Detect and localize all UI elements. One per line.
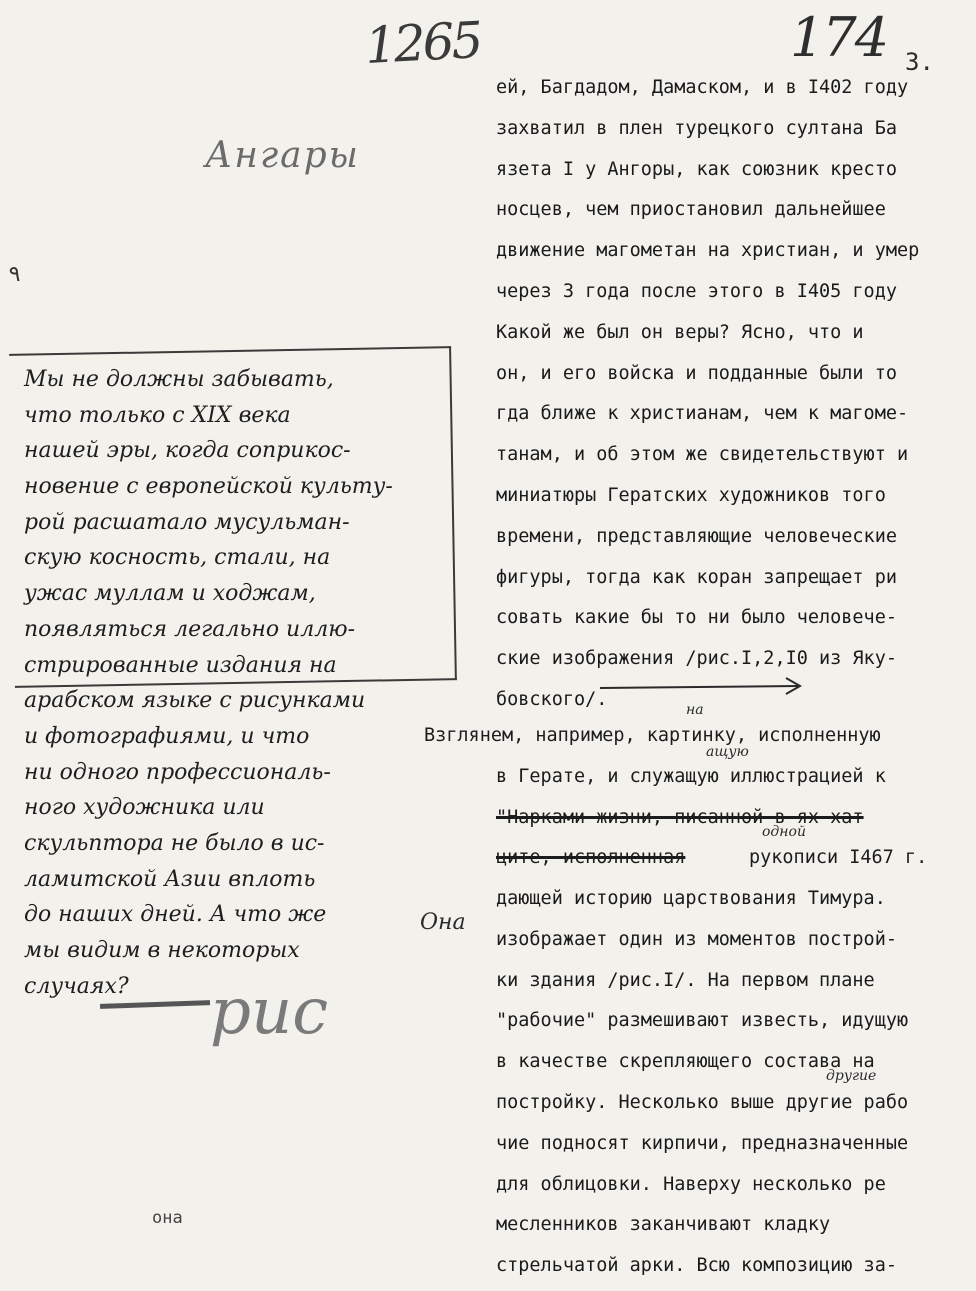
note-line: новение с европейской культу- [24, 474, 393, 500]
note-line: что только с XIX века [24, 402, 291, 428]
typed-line: чие подносят кирпичи, предназначенные [496, 1132, 909, 1154]
typed-line: фигуры, тогда как коран запрещает ри [496, 566, 897, 588]
typed-line: ей, Багдадом, Дамаском, и в I402 году [496, 77, 909, 98]
typed-line: изображает один из моментов построй- [496, 928, 897, 950]
note-line: ужас муллам и ходжам, [24, 581, 316, 607]
note-line: ни одного профессиональ- [24, 759, 331, 785]
handwritten-heading: Ангары [205, 135, 360, 176]
typed-line: в Герате, и служащую иллюстрацией к [496, 765, 886, 787]
page-number: 3. [905, 48, 934, 76]
typed-line: движение магометан на христиан, и умер [496, 240, 920, 262]
typed-text-column-lower [496, 879, 976, 1287]
faded-line [8, 275, 478, 318]
archive-number-left: 1265 [363, 11, 482, 75]
typed-paragraph-2 [424, 716, 976, 879]
typed-line: Какой же был он веры? Ясно, что и [496, 321, 864, 343]
note-line: ламитской Азии вплоть [24, 866, 316, 892]
insertion-drugie: другие [826, 1068, 877, 1084]
typed-line: "рабочие" размешивают известь, идущую [496, 1010, 909, 1032]
faded-word-ona: она [152, 1208, 183, 1228]
archive-number-right: 174 [790, 6, 888, 69]
typed-line: рукописи I467 г. [749, 847, 928, 869]
typed-line: гда ближе к христианам, чем к магоме- [496, 403, 909, 425]
typed-line: язета I у Ангоры, как союзник кресто [496, 158, 897, 180]
note-line: скульптора не было в ис- [24, 830, 325, 856]
typed-line: захватил в плен турецкого султана Ба [496, 117, 897, 139]
typed-line: в качестве скрепляющего состава на [496, 1051, 875, 1073]
insertion-na: на [686, 702, 704, 718]
note-line: случаях? [24, 973, 129, 999]
typed-line: ские изображения /рис.I,2,I0 из Яку- [496, 648, 897, 670]
typed-line: ки здания /рис.I/. На первом плане [496, 969, 875, 991]
faded-line [8, 232, 478, 275]
note-line: скую косность, стали, на [24, 545, 331, 571]
margin-word-ric: рис [210, 975, 329, 1049]
margin-tick-mark: ٩ [8, 262, 22, 287]
typed-line: для облицовки. Наверху несколько ре [496, 1173, 886, 1195]
note-line: до наших дней. А что же [24, 902, 327, 928]
typed-line: бовского/. [496, 688, 608, 710]
typed-line: он, и его войска и подданные были то [496, 362, 897, 384]
note-line: Мы не должны забывать, [24, 367, 334, 392]
typed-line: стрельчатой арки. Всю композицию за- [496, 1255, 897, 1277]
typed-line: через 3 года после этого в I405 году [496, 280, 897, 302]
typed-text-column [496, 68, 976, 721]
margin-word-ona: Она [420, 910, 466, 935]
typed-line: носцев, чем приостановил дальнейшее [496, 199, 886, 221]
note-line: появляться легально иллю- [24, 616, 356, 642]
handwritten-margin-note [24, 362, 484, 1004]
typed-line: танам, и об этом же свидетельствуют и [496, 444, 909, 466]
note-line: мы видим в некоторых [24, 938, 300, 963]
typed-line: совать какие бы то ни было человече- [496, 607, 897, 629]
insertion-odnoi: одной [762, 824, 806, 840]
note-line: рой расшатало мусульман- [24, 509, 350, 535]
arrow-icon [600, 674, 810, 704]
typed-line: Взглянем, например, картинку, исполненную [424, 725, 881, 746]
typed-struck-line: "Нарками жизни, писанной в ях хат [496, 806, 864, 828]
typed-struck-line: ците, исполненная [496, 847, 686, 869]
faded-line [8, 189, 478, 232]
typed-line: месленников заканчивают кладку [496, 1214, 831, 1236]
note-line: стрированные издания на [24, 652, 337, 678]
typed-line: миниатюры Гератских художников того [496, 484, 886, 506]
note-line: нашей эры, когда соприкос- [24, 438, 351, 464]
typed-line: дающей историю царствования Тимура. [496, 888, 886, 909]
note-line: ного художника или [24, 795, 265, 821]
insertion-ashchuyu: ащую [706, 744, 749, 760]
typed-line: времени, представляющие человеческие [496, 525, 897, 547]
note-line: арабском языке с рисунками [24, 688, 366, 714]
typed-line: постройку. Несколько выше другие рабо [496, 1091, 909, 1113]
note-line: и фотографиями, и что [24, 723, 310, 749]
